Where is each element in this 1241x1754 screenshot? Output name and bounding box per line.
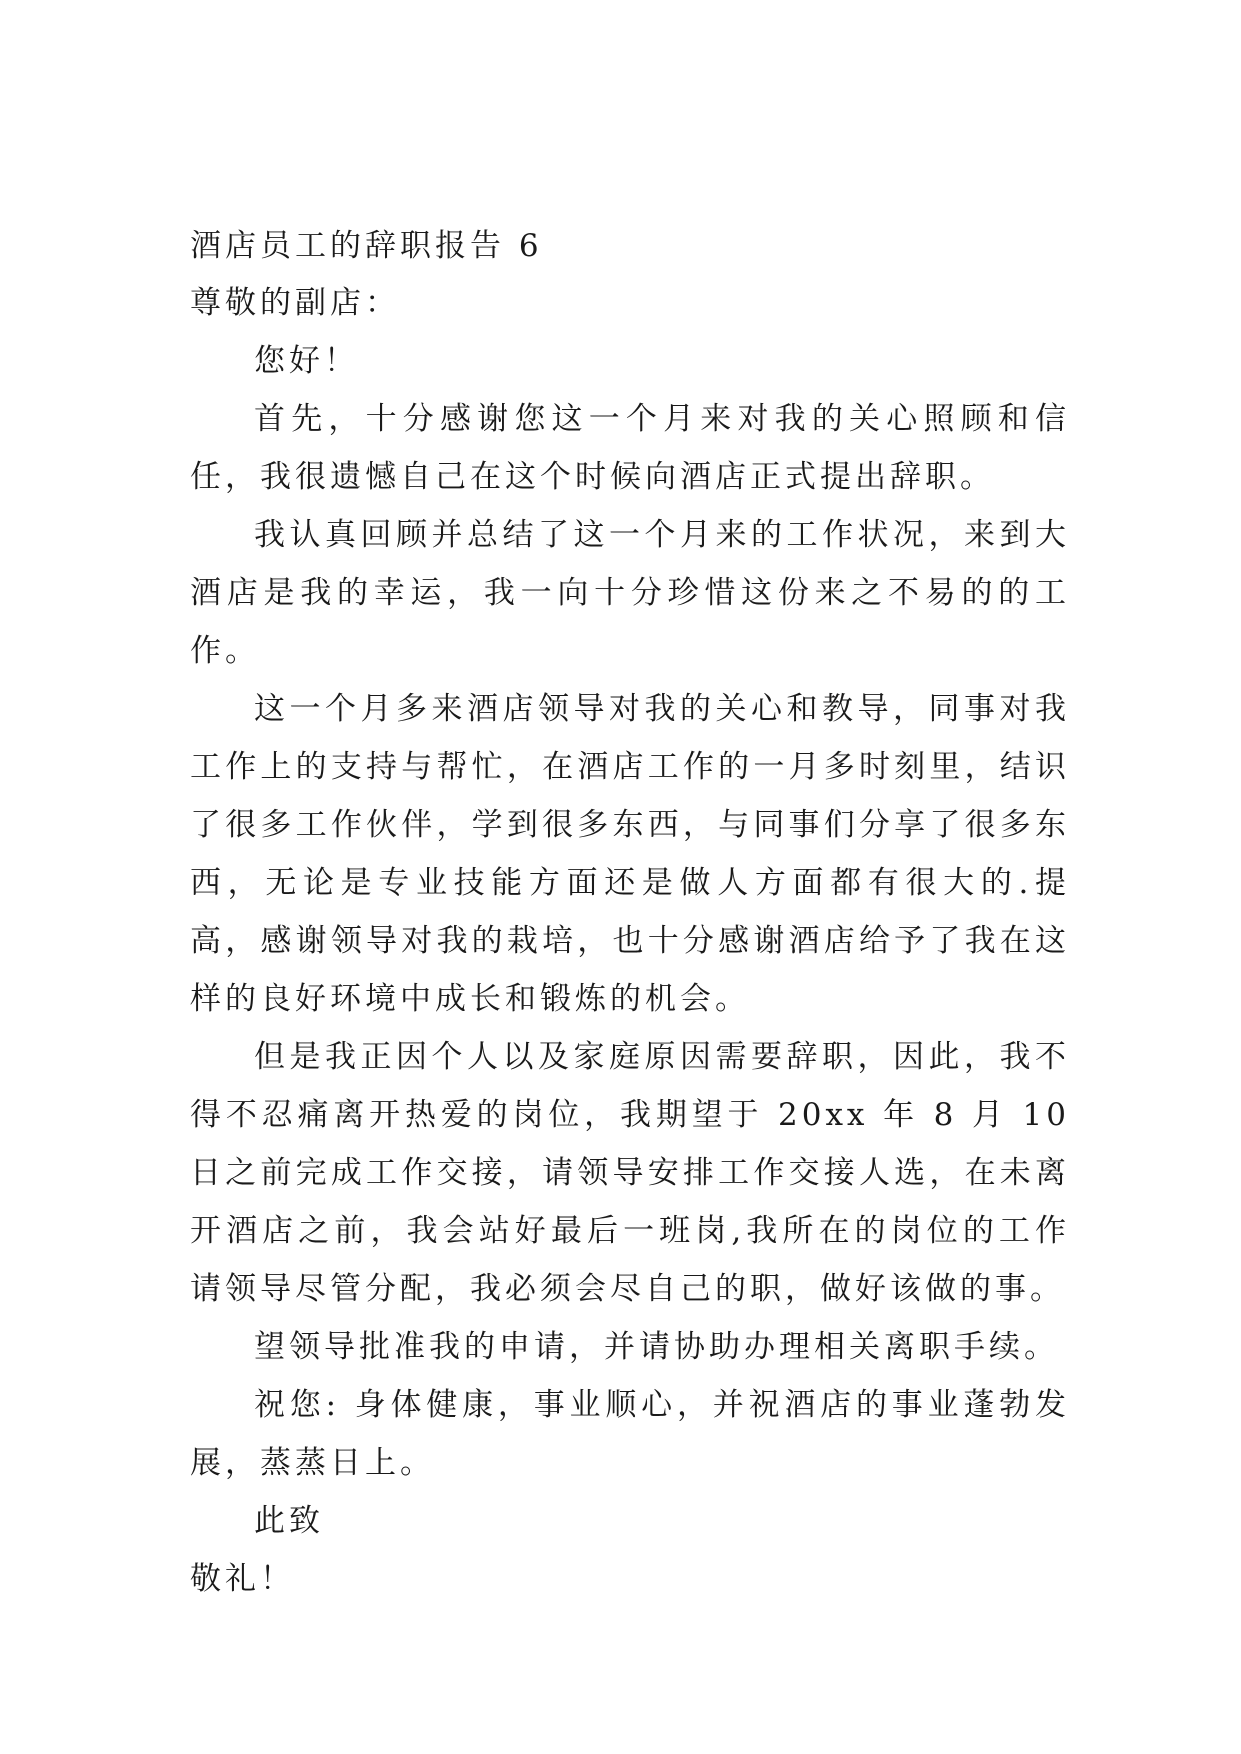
salutation: 尊敬的副店： xyxy=(190,285,400,321)
closing-phrase: 此致 xyxy=(254,1503,324,1539)
closing-salute: 敬礼！ xyxy=(190,1561,295,1597)
paragraph-reason: 但是我正因个人以及家庭原因需要辞职，因此，我不得不忍痛离开热爱的岗位，我期望于 20xx 年 8 月 10 日之前完成工作交接，请领导安排工作交接人选，在未离开酒店之前，我会站好最后一班岗,我所在的岗位的工作请领导尽管分配，我必须会尽自己的职，做好该做的事。 xyxy=(190,1039,1070,1307)
paragraph-request: 望领导批准我的申请，并请协助办理相关离职手续。 xyxy=(254,1329,1059,1365)
paragraph-review: 我认真回顾并总结了这一个月来的工作状况，来到大酒店是我的幸运，我一向十分珍惜这份来之不易的的工作。 xyxy=(190,517,1070,669)
letter-body xyxy=(190,218,1070,1608)
document-title: 酒店员工的辞职报告 6 xyxy=(190,228,543,264)
paragraph-thanks: 首先，十分感谢您这一个月来对我的关心照顾和信任，我很遗憾自己在这个时候向酒店正式提出辞职。 xyxy=(190,401,1070,495)
paragraph-wishes: 祝您: 身体健康，事业顺心，并祝酒店的事业蓬勃发展，蒸蒸日上。 xyxy=(190,1387,1070,1481)
greeting: 您好！ xyxy=(254,343,359,379)
paragraph-gratitude: 这一个月多来酒店领导对我的关心和教导，同事对我工作上的支持与帮忙，在酒店工作的一月多时刻里，结识了很多工作伙伴，学到很多东西，与同事们分享了很多东西，无论是专业技能方面还是做人方面都有很大的.提高，感谢领导对我的栽培，也十分感谢酒店给予了我在这样的良好环境中成长和锻炼的机会。 xyxy=(190,691,1070,1017)
